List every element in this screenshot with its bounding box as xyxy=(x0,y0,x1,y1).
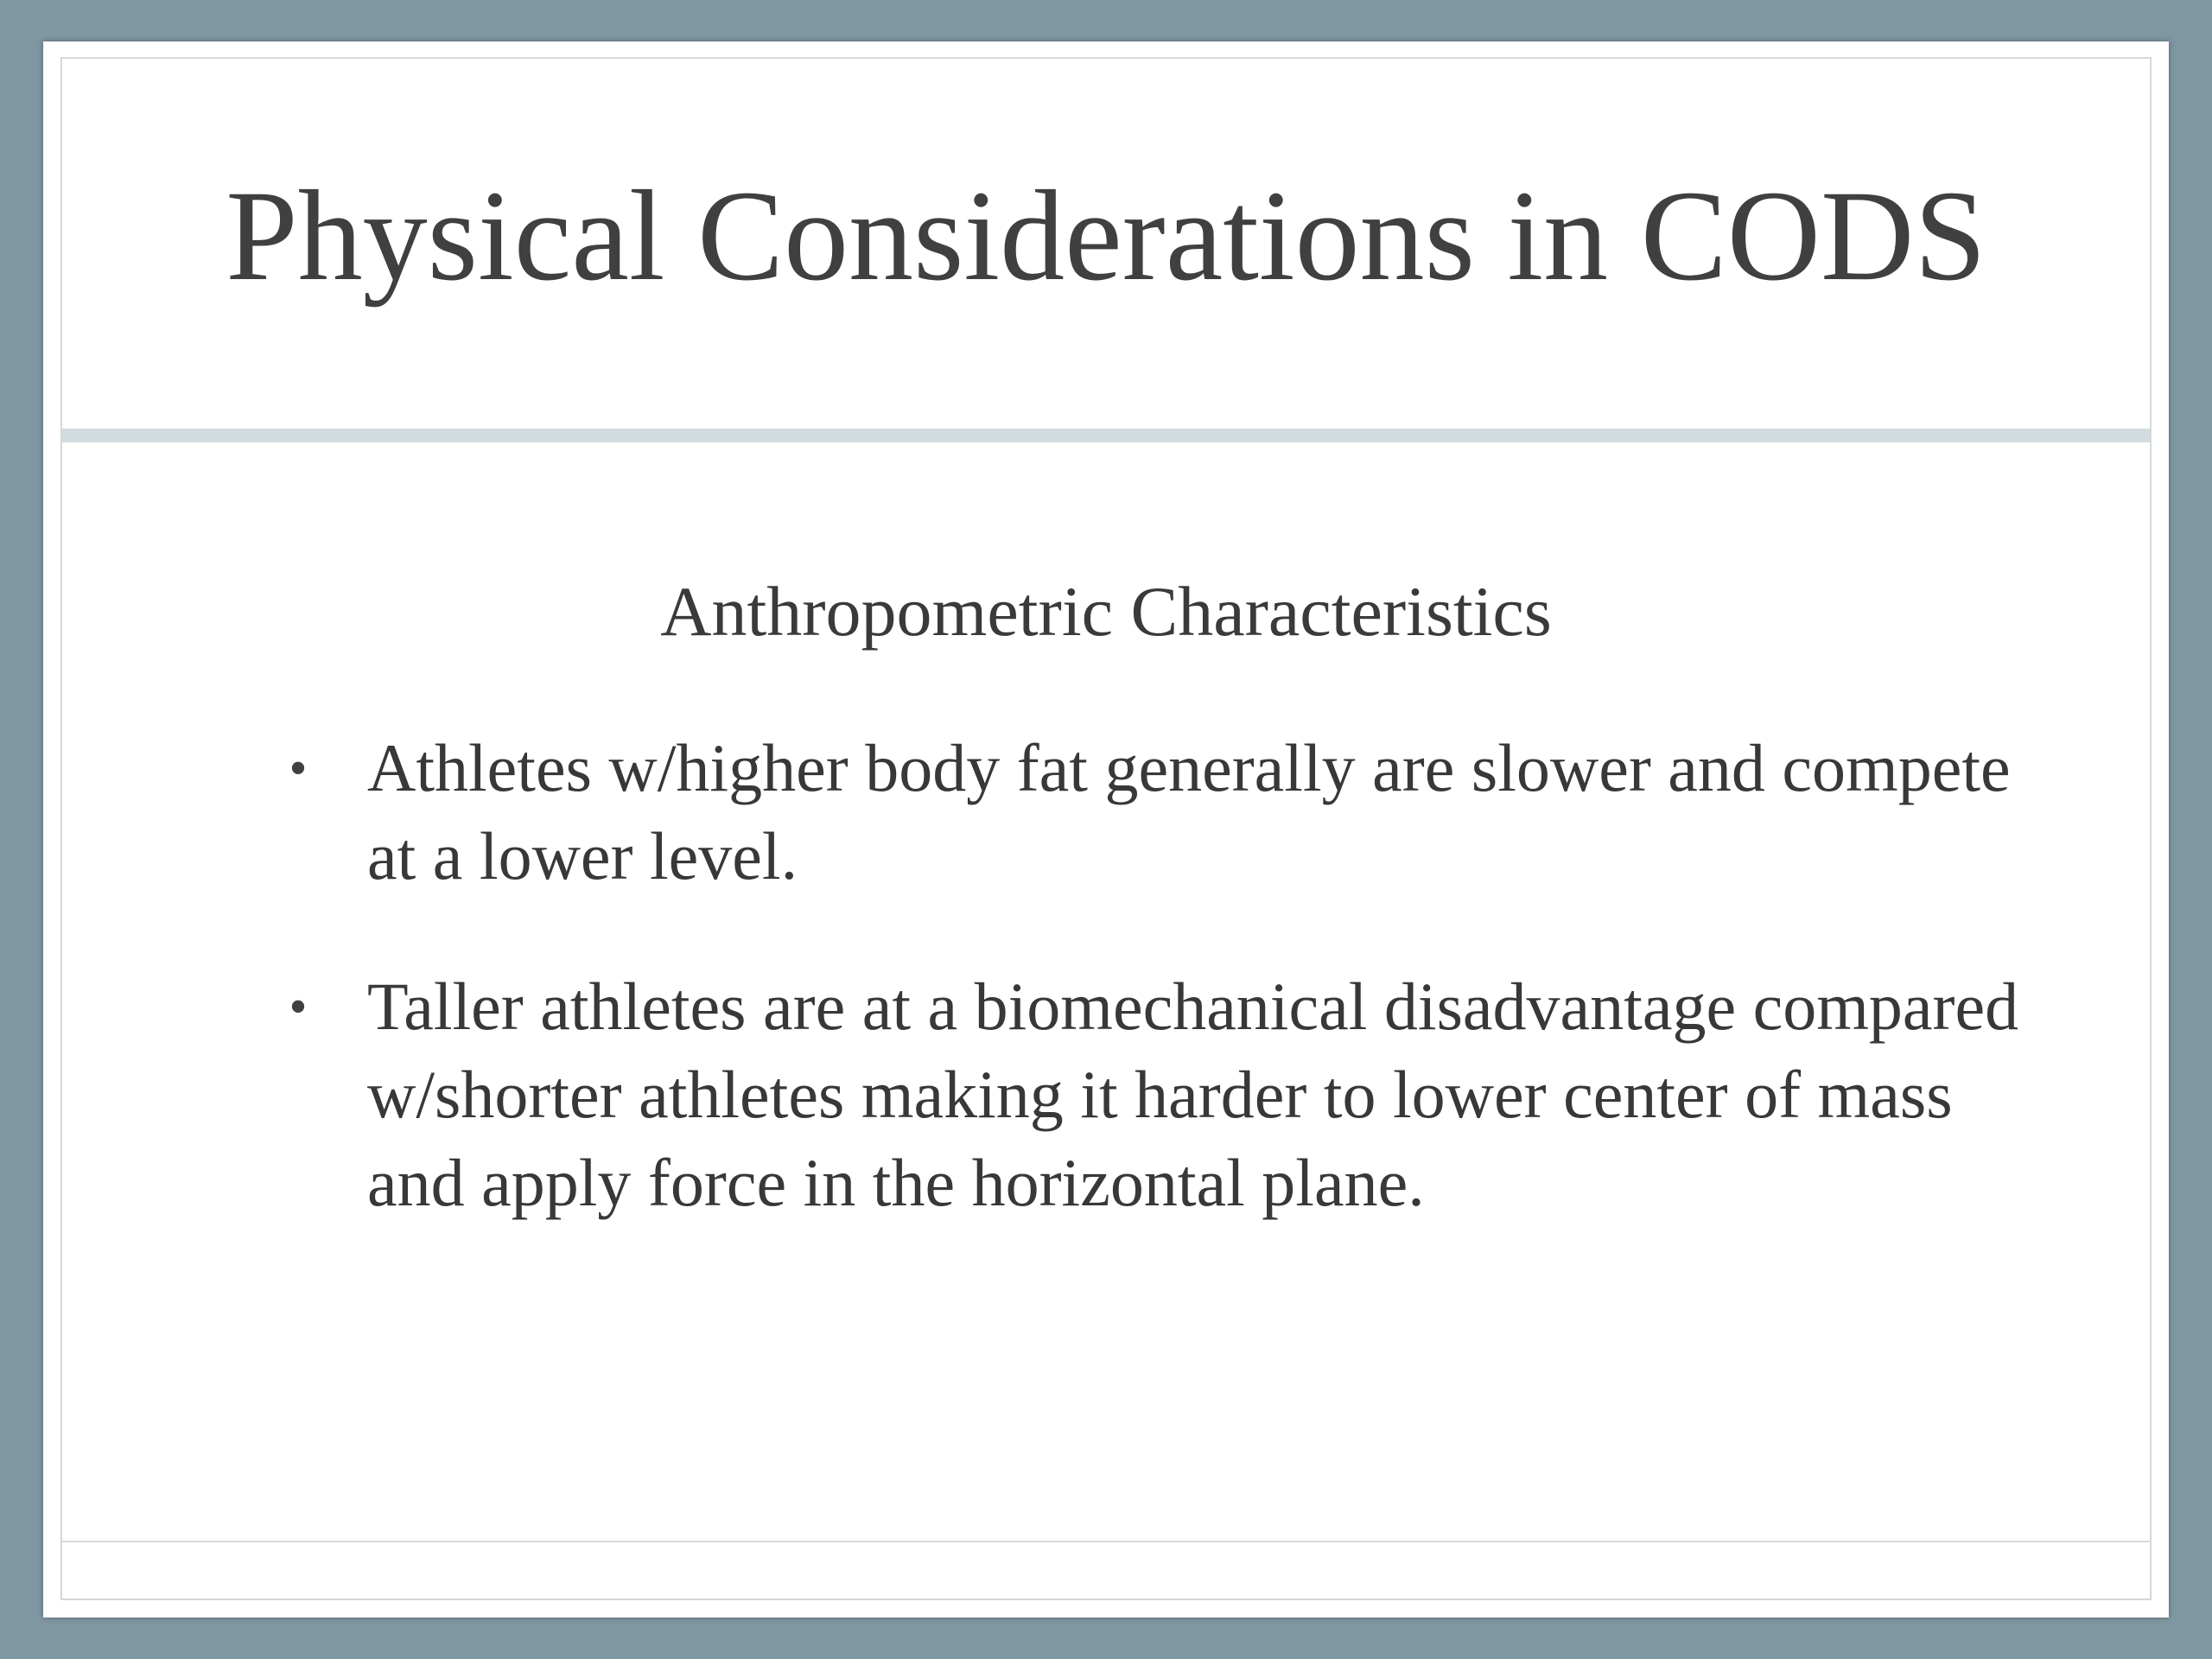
bullet-icon: • xyxy=(289,740,308,797)
slide-title: Physical Considerations in CODS xyxy=(226,164,1986,308)
bullet-text: Taller athletes are at a biomechanical disadvantage compared w/shorter athletes making it harder to lower center of mass and apply force in the horizontal plane. xyxy=(367,969,2019,1220)
title-area xyxy=(62,59,2150,413)
bullet-text: Athletes w/higher body fat generally are slower and compete at a lower level. xyxy=(367,730,2011,893)
bullet-list xyxy=(289,724,2044,1289)
slide-subheading: Anthropometric Characteristics xyxy=(660,572,1552,651)
bullet-item xyxy=(289,963,2044,1227)
footer-divider xyxy=(62,1541,2150,1542)
bullet-icon: • xyxy=(289,978,308,1035)
slide xyxy=(43,41,2169,1618)
title-divider xyxy=(62,429,2150,442)
bullet-item xyxy=(289,724,2044,900)
